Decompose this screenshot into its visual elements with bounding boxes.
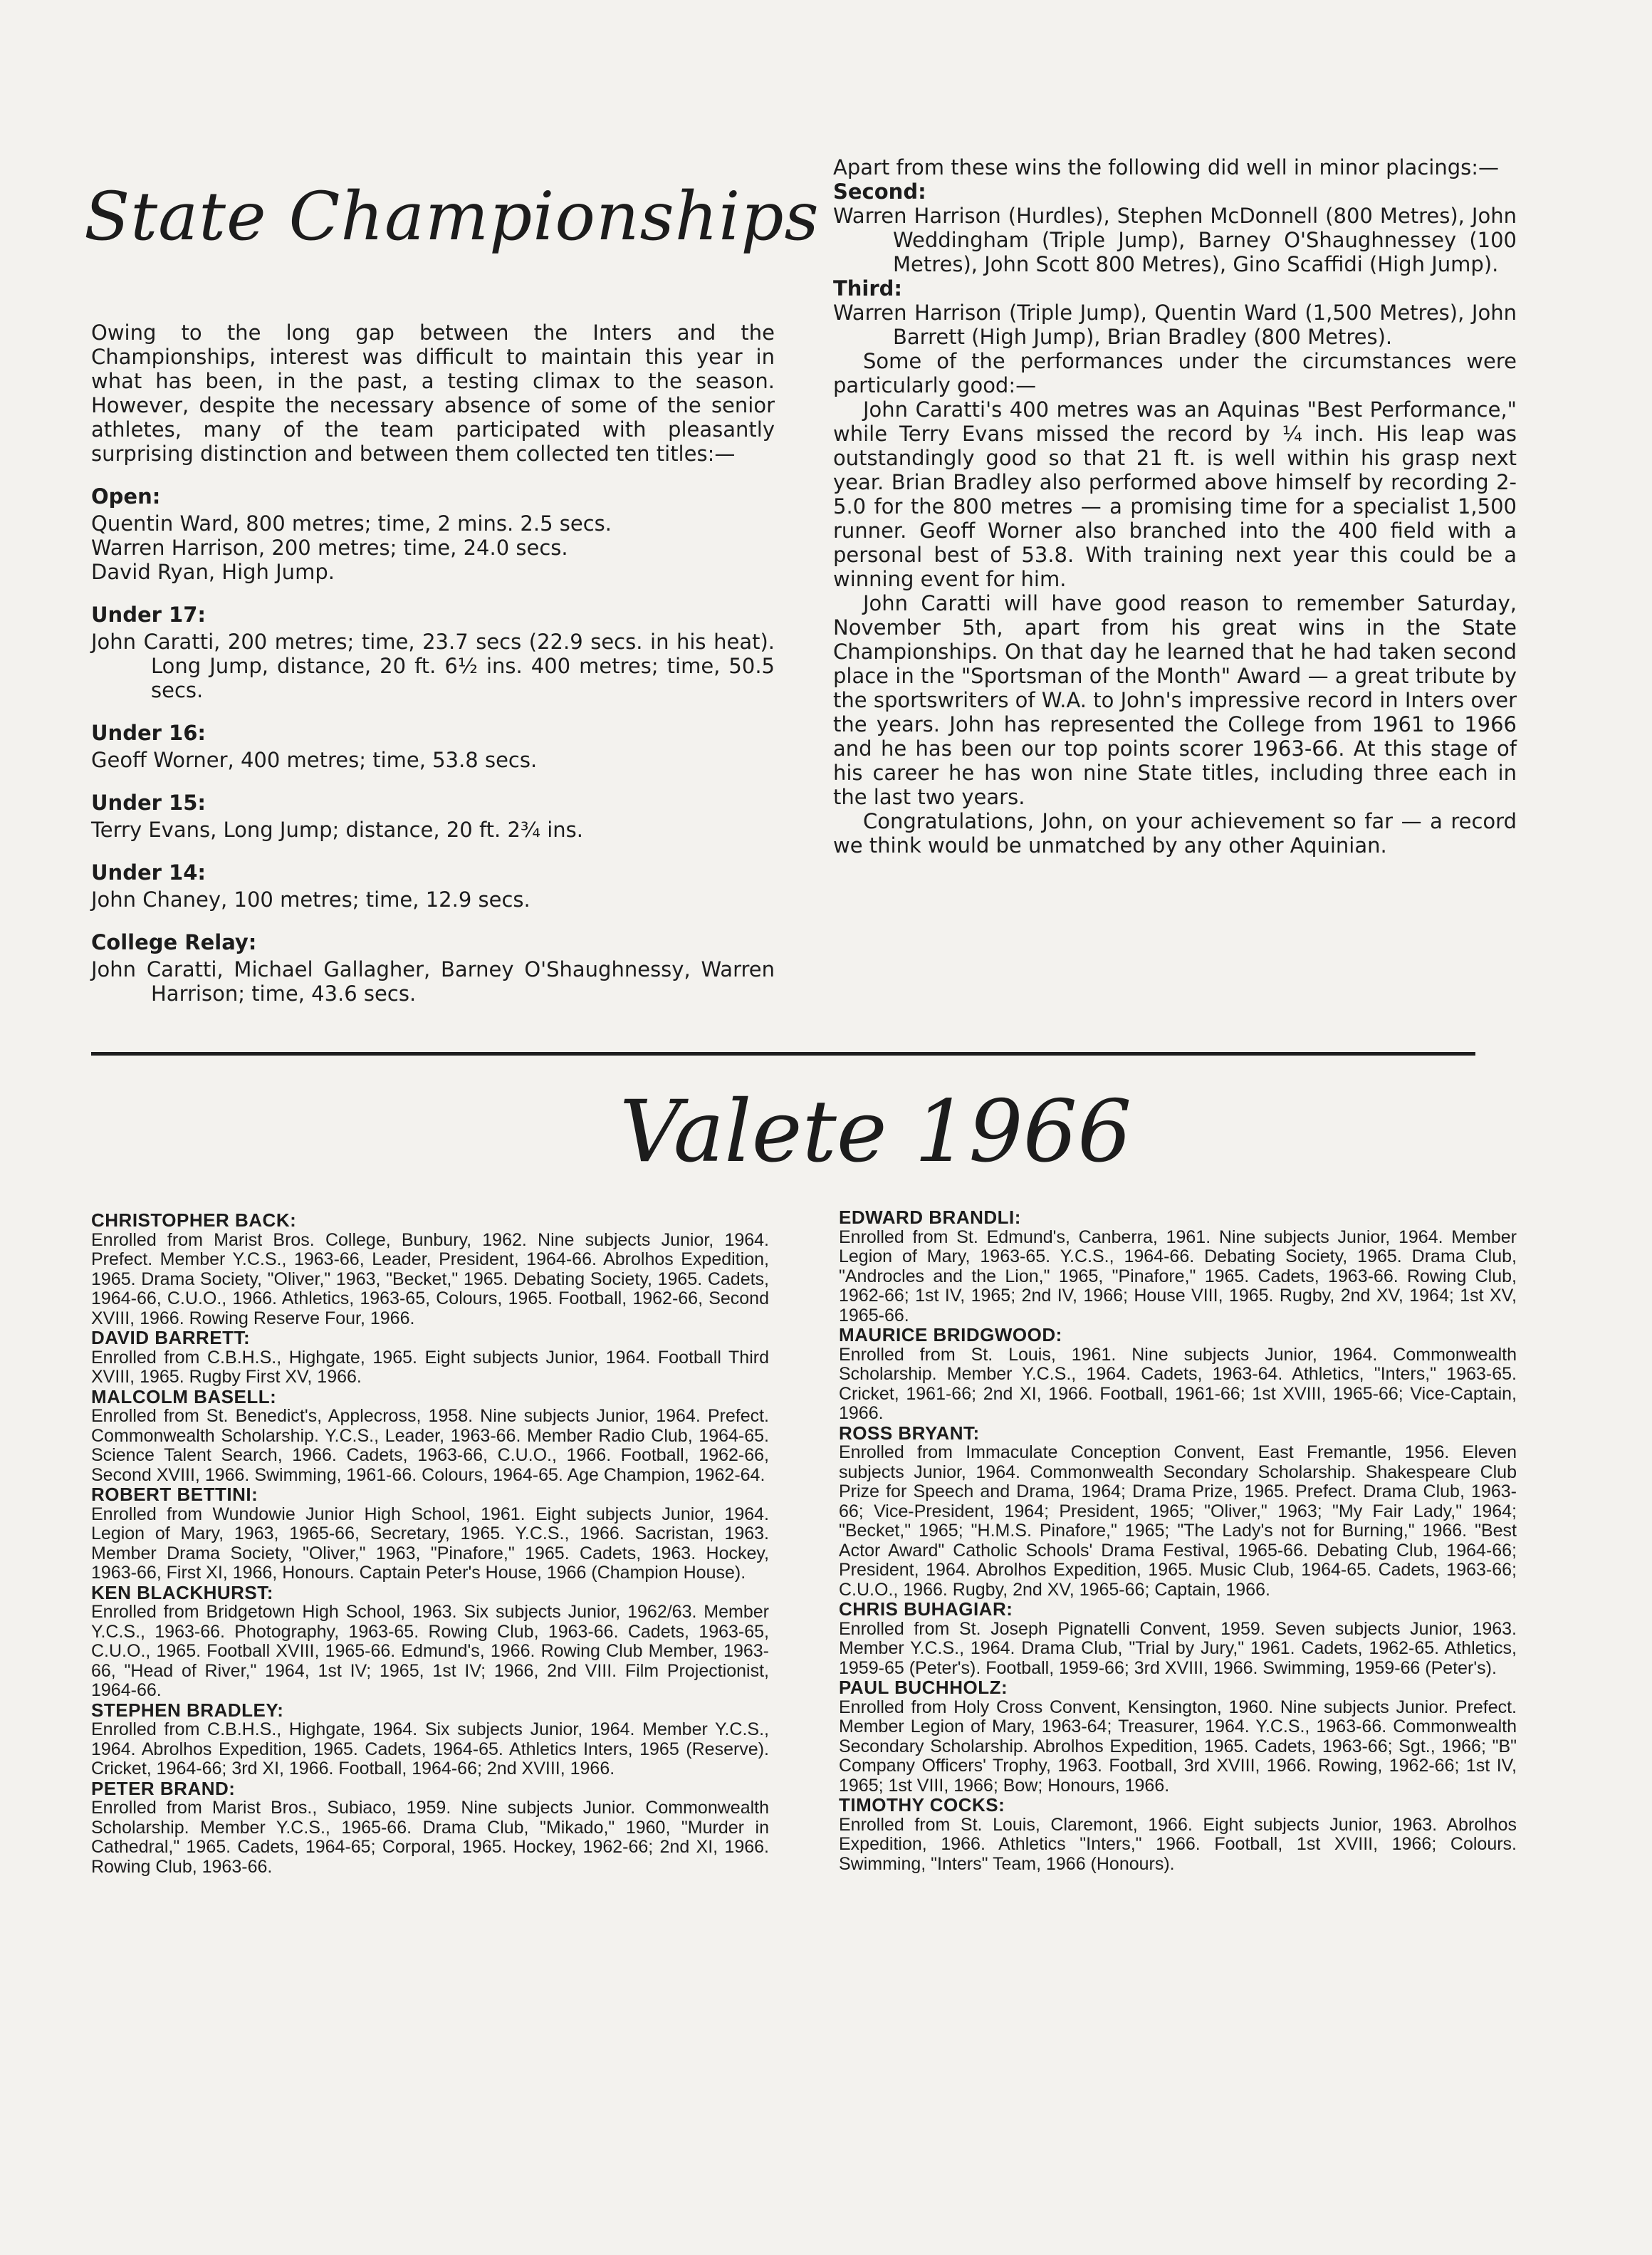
championships-right-column xyxy=(833,155,1517,858)
result-entry: John Caratti, Michael Gallagher, Barney O'Shaughnessy, Warren Harrison; time, 43.6 secs. xyxy=(91,957,775,1006)
valete-entry xyxy=(839,1678,1517,1796)
valete-entry xyxy=(91,1211,769,1328)
section-heading: College Relay: xyxy=(91,930,257,954)
result-entry: Terry Evans, Long Jump; distance, 20 ft. 2¾ ins. xyxy=(91,818,583,842)
student-name: CHRIS BUHAGIAR: xyxy=(839,1598,1013,1620)
page-title-valete: Valete 1966 xyxy=(620,1083,1132,1182)
valete-entry xyxy=(91,1485,769,1583)
section-heading: Under 17: xyxy=(91,603,206,627)
result-entry: John Caratti, 200 metres; time, 23.7 secs (22.9 secs. in his heat). Long Jump, distance, 20 ft. 6½ ins. 400 metres; time, 50.5 secs. xyxy=(91,630,775,702)
student-record: Enrolled from C.B.H.S., Highgate, 1964. Six subjects Junior, 1964. Member Y.C.S., 1964. Abrolhos Expedition, 1965. Cadets, 1964-65. Athletics Inters, 1965 (Reserve). Cricket, 1964-66; 3rd XI, 1966. Football, 1964-66; 2nd XVIII, 1966. xyxy=(91,1719,769,1779)
student-name: CHRISTOPHER BACK: xyxy=(91,1209,297,1231)
section-open xyxy=(91,484,775,584)
valete-entry xyxy=(839,1600,1517,1678)
section-divider xyxy=(91,1052,1475,1056)
valete-entry xyxy=(839,1326,1517,1424)
valete-entry xyxy=(91,1387,769,1486)
valete-entry xyxy=(91,1583,769,1701)
valete-entry xyxy=(91,1328,769,1387)
second-placings: Warren Harrison (Hurdles), Stephen McDonnell (800 Metres), John Weddingham (Triple Jump), Barney O'Shaughnessey (100 Metres), John Scott 800 Metres), Gino Scaffidi (High Jump). xyxy=(833,204,1517,276)
student-record: Enrolled from Holy Cross Convent, Kensington, 1960. Nine subjects Junior. Prefect. Member Legion of Mary, 1963-64; Treasurer, 1964. Y.C.S., 1963-66. Commonwealth Secondary Scholarship. Abrolhos Expedition, 1965. Cadets, 1963-66; Sgt., 1966; "B" Company Officers' Trophy, 1963. Football, 3rd XVIII, 1966. Rowing, 1962-66; 1st IV, 1965; 1st VIII, 1966; Bow; Honours, 1966. xyxy=(839,1697,1517,1796)
minor-placings-intro: Apart from these wins the following did well in minor placings:— xyxy=(833,155,1499,179)
student-name: STEPHEN BRADLEY: xyxy=(91,1699,284,1721)
third-heading: Third: xyxy=(833,276,903,301)
section-under-15 xyxy=(91,791,775,842)
valete-entry xyxy=(839,1796,1517,1874)
student-record: Enrolled from St. Louis, Claremont, 1966. Eight subjects Junior, 1963. Abrolhos Expedition, 1966. Athletics "Inters," 1966. Football, 1st XVIII, 1966; Colours. Swimming, "Inters" Team, 1966 (Honours). xyxy=(839,1814,1517,1874)
student-name: TIMOTHY COCKS: xyxy=(839,1794,1005,1816)
result-entry: Warren Harrison, 200 metres; time, 24.0 secs. xyxy=(91,536,568,560)
third-placings: Warren Harrison (Triple Jump), Quentin Ward (1,500 Metres), John Barrett (High Jump), Brian Bradley (800 Metres). xyxy=(833,301,1517,349)
section-under-14 xyxy=(91,860,775,912)
section-heading: Under 16: xyxy=(91,721,206,745)
student-record: Enrolled from Marist Bros. College, Bunbury, 1962. Nine subjects Junior, 1964. Prefect. Member Y.C.S., 1963-66, Leader, President, 1964-66. Abrolhos Expedition, 1965. Drama Society, "Oliver," 1963, "Becket," 1965. Debating Society, 1965. Cadets, 1964-66, C.U.O., 1966. Athletics, 1963-65, Colours, 1965. Football, 1962-66, Second XVIII, 1966. Rowing Reserve Four, 1966. xyxy=(91,1229,769,1328)
student-record: Enrolled from St. Benedict's, Applecross, 1958. Nine subjects Junior, 1964. Prefect. Commonwealth Scholarship. Y.C.S., Leader, 1963-66. Member Radio Club, 1964-65. Science Talent Search, 1966. Cadets, 1963-66, C.U.O., 1966. Football, 1962-66, Second XVIII, 1966. Swimming, 1961-66. Colours, 1964-65. Age Champion, 1962-64. xyxy=(91,1406,769,1485)
second-heading: Second: xyxy=(833,179,926,204)
page-title-state-championships: State Championships xyxy=(84,178,820,256)
student-record: Enrolled from St. Joseph Pignatelli Convent, 1959. Seven subjects Junior, 1963. Member Y.C.S., 1964. Drama Club, "Trial by Jury," 1961. Cadets, 1962-65. Athletics, 1959-65 (Peter's). Football, 1959-66; 3rd XVIII, 1966. Swimming, 1959-66 (Peter's). xyxy=(839,1618,1517,1678)
student-record: Enrolled from Bridgetown High School, 1963. Six subjects Junior, 1962/63. Member Y.C.S., 1963-66. Photography, 1963-65. Rowing Club, 1963-66. Cadets, 1963-65, C.U.O., 1965. Football XVIII, 1965-66. Edmund's, 1966. Rowing Club Member, 1963-66, "Head of River," 1964, 1st IV; 1965, 1st IV; 1966, 2nd VIII. Film Projectionist, 1964-66. xyxy=(91,1602,769,1700)
section-under-17 xyxy=(91,603,775,702)
student-record: Enrolled from C.B.H.S., Highgate, 1965. Eight subjects Junior, 1964. Football Third XVIII, 1965. Rugby First XV, 1966. xyxy=(91,1347,769,1387)
championships-left-column xyxy=(91,321,775,1006)
student-name: EDWARD BRANDLI: xyxy=(839,1207,1021,1228)
section-under-16 xyxy=(91,721,775,772)
student-name: PAUL BUCHHOLZ: xyxy=(839,1677,1008,1698)
student-record: Enrolled from St. Louis, 1961. Nine subjects Junior, 1964. Commonwealth Scholarship. Member Y.C.S., 1964. Cadets, 1963-64. Athletics, "Inters," 1963-65. Cricket, 1961-66; 2nd XI, 1966. Football, 1961-66; 1st XVIII, 1965-66; Vice-Captain, 1966. xyxy=(839,1344,1517,1423)
student-name: KEN BLACKHURST: xyxy=(91,1581,273,1603)
body-paragraph: Some of the performances under the circumstances were particularly good:— xyxy=(833,349,1517,397)
body-paragraph: John Caratti's 400 metres was an Aquinas "Best Performance," while Terry Evans missed the record by ¼ inch. His leap was outstandingly good so that 21 ft. is well within his grasp next year. Brian Bradley also performed above himself by recording 2-5.0 for the 800 metres — a promising time for a specialist 1,500 runner. Geoff Worner also branched into the 400 field with a personal best of 53.8. With training next year this could be a winning event for him. xyxy=(833,397,1517,591)
section-heading: Under 15: xyxy=(91,791,206,815)
student-name: DAVID BARRETT: xyxy=(91,1327,251,1348)
student-name: MAURICE BRIDGWOOD: xyxy=(839,1324,1062,1345)
student-name: ROSS BRYANT: xyxy=(839,1422,980,1444)
student-name: PETER BRAND: xyxy=(91,1777,236,1799)
student-name: ROBERT BETTINI: xyxy=(91,1484,258,1505)
body-paragraph: John Caratti will have good reason to remember Saturday, November 5th, apart from his great wins in the State Championships. On that day he learned that he had taken second place in the "Sportsman of the Month" Award — a great tribute by the sportswriters of W.A. to John's impressive record in Inters over the years. John has represented the College from 1961 to 1966 and he has been our top points scorer 1963-66. At this stage of his career he has won nine State titles, including three each in the last two years. xyxy=(833,591,1517,809)
valete-left-column xyxy=(91,1211,769,1877)
student-record: Enrolled from Wundowie Junior High School, 1961. Eight subjects Junior, 1964. Legion of Mary, 1963, 1965-66, Secretary, 1965. Y.C.S., 1966. Sacristan, 1963. Member Drama Society, "Oliver," 1963, "Pinafore," 1965. Cadets, 1963. Hockey, 1963-66, First XI, 1966, Honours. Captain Peter's House, 1966 (Champion House). xyxy=(91,1504,769,1583)
result-entry: David Ryan, High Jump. xyxy=(91,560,335,584)
valete-entry xyxy=(839,1208,1517,1326)
student-name: MALCOLM BASELL: xyxy=(91,1385,277,1407)
valete-entry xyxy=(91,1779,769,1878)
result-entry: John Chaney, 100 metres; time, 12.9 secs. xyxy=(91,887,530,912)
valete-right-column xyxy=(839,1208,1517,1874)
result-entry: Geoff Worner, 400 metres; time, 53.8 secs. xyxy=(91,748,538,772)
section-college-relay xyxy=(91,930,775,1006)
body-paragraph: Congratulations, John, on your achievement so far — a record we think would be unmatched by any other Aquinian. xyxy=(833,809,1517,858)
student-record: Enrolled from Marist Bros., Subiaco, 1959. Nine subjects Junior. Commonwealth Scholarship. Member Y.C.S., 1965-66. Drama Club, "Mikado," 1960, "Murder in Cathedral," 1965. Cadets, 1964-65; Corporal, 1965. Hockey, 1962-66; 2nd XI, 1966. Rowing Club, 1963-66. xyxy=(91,1798,769,1877)
valete-entry xyxy=(839,1424,1517,1600)
section-heading: Under 14: xyxy=(91,860,206,885)
intro-paragraph: Owing to the long gap between the Inters and the Championships, interest was difficult to maintain this year in what has been, in the past, a testing climax to the season. However, despite the necessary absence of some of the senior athletes, many of the team participated with pleasantly surprising distinction and between them collected ten titles:— xyxy=(91,321,775,466)
result-entry: Quentin Ward, 800 metres; time, 2 mins. 2.5 secs. xyxy=(91,511,612,536)
student-record: Enrolled from Immaculate Conception Convent, East Fremantle, 1956. Eleven subjects Junior, 1964. Commonwealth Secondary Scholarship. Shakespeare Club Prize for Speech and Drama, 1964; Drama Prize, 1965. Prefect. Drama Club, 1963-66; Vice-President, 1964; President, 1965; "Oliver," 1963; "My Fair Lady," 1964; "Becket," 1965; "H.M.S. Pinafore," 1965; "The Lady's not for Burning," 1966. "Best Actor Award" Catholic Schools' Drama Festival, 1965-66. Debating Club, 1964-66; President, 1964. Abrolhos Expedition, 1965. Music Club, 1964-65. Cadets, 1963-66; C.U.O., 1966. Rugby, 2nd XV, 1965-66; Captain, 1966. xyxy=(839,1442,1517,1600)
section-heading: Open: xyxy=(91,484,161,509)
student-record: Enrolled from St. Edmund's, Canberra, 1961. Nine subjects Junior, 1964. Member Legion of Mary, 1963-65. Y.C.S., 1964-66. Debating Society, 1965. Drama Club, "Androcles and the Lion," 1965, "Pinafore," 1965. Cadets, 1963-66. Rowing Club, 1962-66; 1st IV, 1965; 2nd IV, 1966; House VIII, 1965. Rugby, 2nd XV, 1964; 1st XV, 1965-66. xyxy=(839,1227,1517,1326)
valete-entry xyxy=(91,1701,769,1779)
